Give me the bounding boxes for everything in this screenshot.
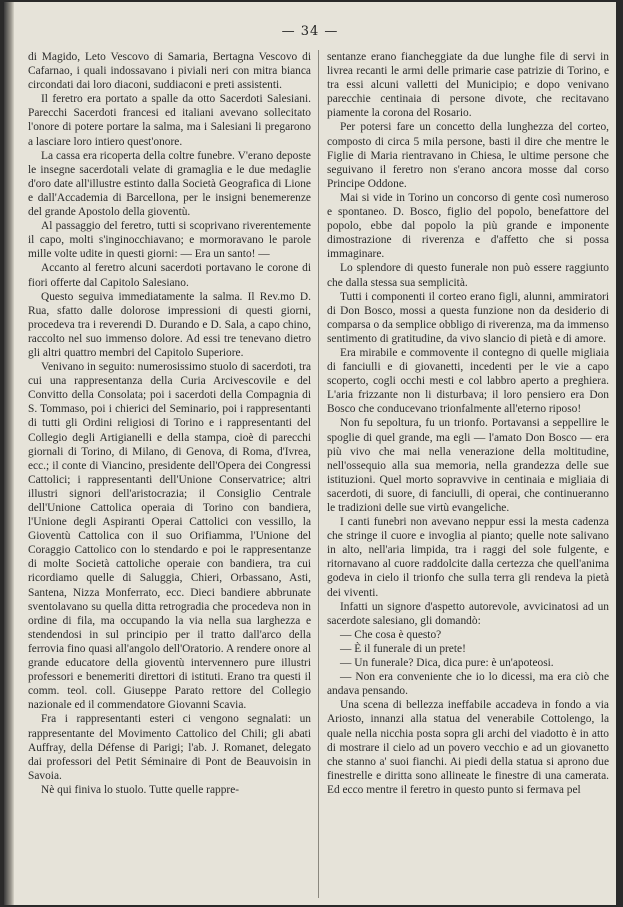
dialogue-line: — Non era conveniente che io lo dicessi, ma era ciò che andava pensando. [327,671,609,698]
paragraph: Lo splendore di questo funerale non può essere raggiunto che dalla stessa sua semplicità. [327,262,609,289]
paragraph: I canti funebri non avevano neppur essi la mesta cadenza che stringe il cuore e invoglia al pianto; quelle note salivano in alto, nell'aria limpida, tra i raggi del sole fulgente, e ritornavano al cuore raddolcite dalla certezza che quell'anima godeva in cielo il trionfo che sulla terra gli rendeva la pietà dei viventi. [327,516,609,599]
paragraph: Accanto al feretro alcuni sacerdoti portavano le corone di fiori offerte dal Capitolo Salesiano. [28,262,311,289]
page-number: — 34 — [281,24,339,39]
paragraph: La cassa era ricoperta della coltre funebre. V'erano deposte le insegne sacerdotali velate di gramaglia e le due medaglie d'oro date all'illustre estinto dalla Società Geografica di Lione e dall'Accademia di Barcellona, per le insigni benemerenze del grande Apostolo della gioventù. [28,149,311,219]
paragraph: Nè qui finiva lo stuolo. Tutte quelle rappre- [41,783,240,796]
paragraph: Fra i rappresentanti esteri ci vengono segnalati: un rappresentante del Movimento Cattolico del Chili; gli abati Auffray, della Défense di Parigi; l'ab. J. Romanet, delegato dai professori del Petit Séminaire di Pont de Beauvoisin in Savoia. [28,713,311,782]
paragraph: Questo seguiva immediatamente la salma. Il Rev.mo D. Rua, sfatto dalle dolorose impressioni di questi giorni, procedeva tra i reverendi D. Durando e D. Sala, a capo chino, raccolto nel suo immenso dolore. Ad essi tre tenevano dietro gli altri quattro membri del Capitolo Superiore. [28,290,311,359]
paragraph: Infatti un signore d'aspetto autorevole, avvicinatosi ad un sacerdote salesiano, gli domandò: [327,600,609,627]
right-column [327,50,609,898]
paragraph: Al passaggio del feretro, tutti si scoprivano riverentemente il capo, molti s'inginocchiavano; e mormoravano le parole mille volte udite in questi giorni: — Era un santo! — [28,220,311,261]
paragraph: Non fu sepoltura, fu un trionfo. Portavansi a seppellire le spoglie di quel grande, ma egli — l'amato Don Bosco — era più vivo che mai nella venerazione della moltitudine, nell'ossequio alla sua memoria, nella grandezza delle sue istituzioni. Quel morto sopravvive in centinaia e migliaia di sacerdoti, di suore, di fanciulli, di operai, che continueranno le tradizioni delle sue virtù evangeliche. [327,417,609,514]
paragraph: Mai si vide in Torino un concorso di gente così numeroso e spontaneo. D. Bosco, figlio del popolo, benefattore del popolo, ebbe dal popolo la più grande e imponente dimostrazione di riverenza e d'affetto che si possa immaginare. [327,191,609,261]
column-divider [318,50,319,898]
paragraph: sentanze erano fiancheggiate da due lunghe file di servi in livrea recanti le armi delle primarie case patrizie di Torino, e tra essi alcuni valletti del Municipio; e dopo venivano parecchie centinaia di persone divote, che recitavano piamente la corona del Rosario. [327,51,609,120]
dialogue-line: — È il funerale di un prete! [340,642,466,655]
left-column [28,50,311,898]
paragraph: Una scena di bellezza ineffabile accadeva in fondo a via Ariosto, innanzi alla statua del venerabile Cottolengo, la quale nella nicchia posta sopra gli archi del viadotto è in atto di mostrare il cielo ad un povero vecchio e ad un giovanetto che stanno a' suoi fianchi. Ai piedi della statua si aprono due finestrelle e diritta sono allineate le finestre di una camerata. Ed ecco mentre il feretro in questo punto si fermava pel [327,699,609,796]
paragraph: di Magido, Leto Vescovo di Samaria, Bertagna Vescovo di Cafarnao, i quali indossavano i piviali neri con mitra bianca circondati dai loro diaconi, suddiaconi e preti assistenti. [28,51,311,92]
paragraph: Per potersi fare un concetto della lunghezza del corteo, composto di circa 5 mila persone, basti il dire che mentre le Figlie di Maria rientravano in Chiesa, le ultime persone che seguivano il feretro non s'erano ancora mosse dal corso Principe Oddone. [327,121,609,190]
paragraph: Tutti i componenti il corteo erano figli, alunni, ammiratori di Don Bosco, mossi a questa funzione non da desiderio di comparsa o da semplice obbligo di riverenza, ma da immenso sentimento di gratitudine, da vivo slancio di pietà e di amore. [327,290,609,345]
page [4,2,616,905]
paragraph: Venivano in seguito: numerosissimo stuolo di sacerdoti, tra cui una rappresentanza della Curia Arcivescovile e del Convitto della Consolata; poi i sacerdoti della Compagnia di S. Tommaso, poi i chierici del Seminario, poi i rappresentanti di tutti gli Ordini religiosi di Torino e i rappresentanti del Collegio degli Artigianelli e della stampa, cioè di parecchi giornali di Torino, di Milano, di Genova, di Roma, d'Ivrea, ecc.; il conte di Viancino, presidente dell'Opera dei Congressi Cattolici; i rappresentanti dell'Unione Conservatrice; altri illustri signori dell'aristocrazia; il Consiglio Centrale dell'Unione Cattolica operaia di Torino con bandiera, l'Unione degli Aspiranti Operai Cattolici con vessillo, la Gioventù Cattolica con il suo Orifiamma, l'Unione del Coraggio Cattolico con lo stendardo e poi le rappresentanze di molte Società cattoliche operaie con bandiera, tra cui ricordiamo quelle di Saluggia, Chieri, Orbassano, Asti, Santena, Nizza Monferrato, ecc. Dieci bandiere abbrunate sventolavano su quella ditta retrogradia che procedeva non in ordine di fila, ma occupando la via nella sua larghezza e stendendosi in sul principio per il tratto dall'arco della ferrovia fino quasi all'angolo dell'Oratorio. A rendere onore al grande educatore della gioventù intervennero pure illustri professori e benemeriti direttori di istituti. Erano tra questi il comm. teol. coll. Giuseppe Parato rettore del Collegio nazionale ed il commendatore Giovanni Scavia. [28,361,311,712]
paragraph: Era mirabile e commovente il contegno di quelle migliaia di fanciulli e di giovanetti, incedenti per le vie a capo scoperto, cogli occhi mesti e col labbro aperto a preghiera. L'aria frizzante non li disturbava; il loro pensiero era Don Bosco che conducevano trionfalmente all'eterno riposo! [327,346,609,416]
paragraph: Il feretro era portato a spalle da otto Sacerdoti Salesiani. Parecchi Sacerdoti francesi ed italiani avevano sollecitato l'onore di potere portare la salma, ma i Salesiani li pregarono a lasciare loro intiero quest'onore. [28,93,311,148]
dialogue-line: — Che cosa è questo? [340,628,442,641]
dialogue-line: — Un funerale? Dica, dica pure: è un'apoteosi. [340,657,554,670]
